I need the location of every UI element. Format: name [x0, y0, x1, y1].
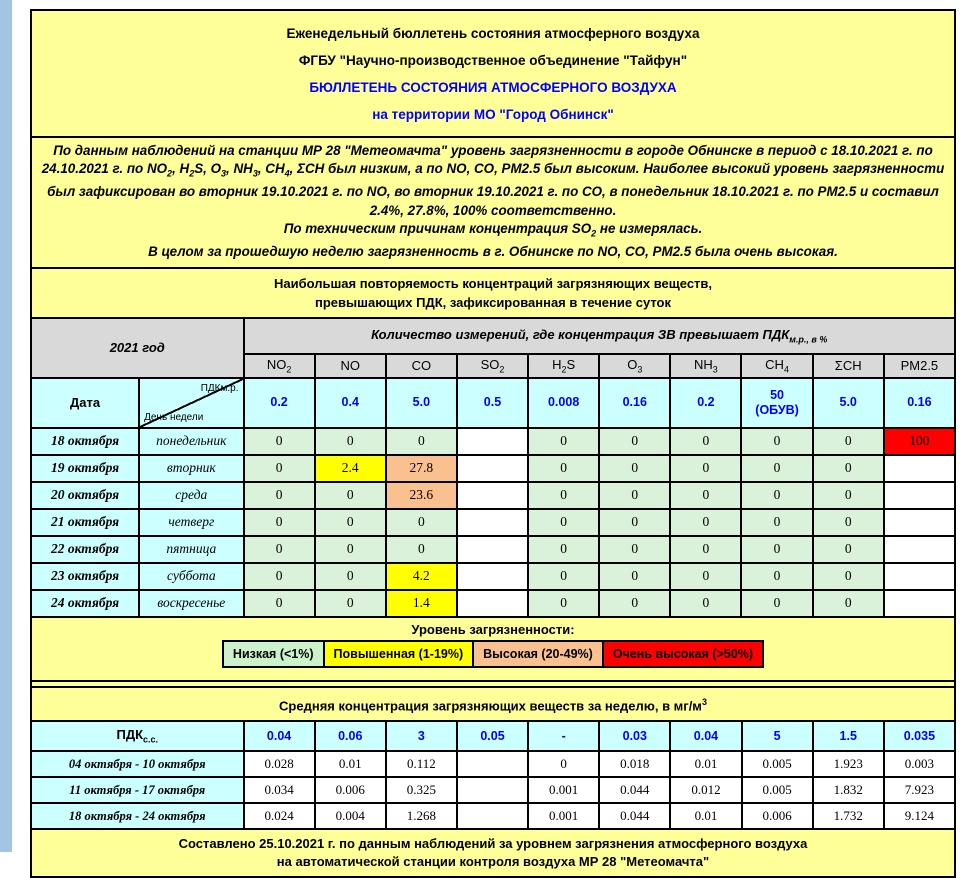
exceedance-value-cell: 0	[599, 509, 670, 536]
weekday-cell: воскресенье	[139, 590, 243, 617]
period-cell: 11 октября - 17 октября	[31, 777, 244, 803]
pollutant-column-header: ΣCH	[813, 354, 884, 378]
exceedance-value-cell: 0	[315, 536, 386, 563]
exceedance-value-cell: 0	[813, 455, 884, 482]
summary-text-main: По данным наблюдений на станции МР 28 "Метеомачта" уровень загрязненности в городе Обнинске в период с 18.10.2021 г. по 24.10.2021 г. по $NO_2$, $H_2S$, $O_3$, $NH_3$, $CH_4$, ΣCH был низким, а по NO, CO, PM2.5 был высоким. Наиболее высокий уровень загрязненности был зафиксирован во вторник 19.10.2021 г. по NO, во вторник 19.10.2021 г. по CO, в понедельник 18.10.2021 г. по PM2.5 и составил 2.4%, 27.8%, 100% соответственно.	[41, 143, 945, 218]
exceedance-value-cell: 0	[528, 590, 599, 617]
average-value-cell: 9.124	[884, 803, 955, 829]
table1-section-title	[30, 267, 956, 319]
exceedance-value-cell: 0	[813, 428, 884, 455]
pdk-ss-value-cell: 0.06	[315, 721, 386, 751]
header-line-bulletin-title: БЮЛЛЕТЕНЬ СОСТОЯНИЯ АТМОСФЕРНОГО ВОЗДУХА	[309, 80, 677, 95]
legend-row	[222, 640, 764, 668]
year-header-cell: 2021 год	[31, 318, 244, 378]
exceedance-value-cell	[457, 563, 528, 590]
table1-title-line2: превышающих ПДК, зафиксированная в течение суток	[315, 294, 671, 310]
exceedance-value-cell: 2.4	[315, 455, 386, 482]
exceedance-value-cell: 23.6	[386, 482, 457, 509]
average-value-cell: 0.006	[315, 777, 386, 803]
diag-label-weekday: День недели	[144, 411, 204, 423]
daily-row	[31, 455, 955, 482]
average-value-cell: 1.268	[386, 803, 457, 829]
exceedance-value-cell: 0	[386, 428, 457, 455]
average-value-cell	[457, 751, 528, 777]
pdk-ss-value-cell: 0.03	[599, 721, 670, 751]
footer-line1: Составлено 25.10.2021 г. по данным наблюдений за уровнем загрязнения атмосферного воздуха	[178, 836, 808, 852]
average-value-cell	[457, 777, 528, 803]
exceedance-value-cell	[457, 509, 528, 536]
weekday-cell: вторник	[139, 455, 243, 482]
average-value-cell	[457, 803, 528, 829]
footer-note	[30, 828, 956, 878]
exceedance-value-cell: 0	[315, 428, 386, 455]
weekday-cell: пятница	[139, 536, 243, 563]
pdk-mr-value-cell: 0.2	[670, 378, 741, 428]
daily-row	[31, 482, 955, 509]
average-value-cell: 0.001	[528, 777, 599, 803]
average-value-cell: 0.003	[884, 751, 955, 777]
summary-paragraph	[30, 136, 956, 269]
pdk-mr-value-cell: 5.0	[813, 378, 884, 428]
exceedance-value-cell	[884, 536, 955, 563]
exceedance-value-cell: 0	[599, 455, 670, 482]
average-concentration-table	[30, 720, 956, 830]
pdk-ss-value-cell: 0.04	[244, 721, 315, 751]
header-line-territory: на территории МО "Город Обнинск"	[372, 107, 614, 122]
average-value-cell: 0.024	[244, 803, 315, 829]
exceedance-value-cell: 0	[670, 536, 741, 563]
date-cell: 19 октября	[31, 455, 139, 482]
pollutant-column-header: NO	[315, 354, 386, 378]
exceedance-value-cell: 0	[670, 428, 741, 455]
exceedance-value-cell: 0	[244, 509, 315, 536]
exceedance-value-cell: 0	[315, 482, 386, 509]
exceedance-value-cell: 0	[244, 563, 315, 590]
pdk-mr-row	[31, 378, 955, 428]
exceedance-value-cell: 0	[528, 509, 599, 536]
exceedance-value-cell: 4.2	[386, 563, 457, 590]
average-value-cell: 1.923	[813, 751, 884, 777]
average-value-cell: 0.005	[742, 777, 813, 803]
table1-title-line1: Наибольшая повторяемость концентраций загрязняющих веществ,	[273, 275, 713, 291]
pdk-ss-value-cell: 1.5	[813, 721, 884, 751]
exceedance-value-cell	[884, 590, 955, 617]
exceedance-value-cell	[457, 536, 528, 563]
exceedance-value-cell: 0	[670, 590, 741, 617]
daily-row	[31, 590, 955, 617]
exceedance-value-cell: 0	[670, 509, 741, 536]
exceedance-value-cell: 0	[528, 428, 599, 455]
average-value-cell: 0.028	[244, 751, 315, 777]
exceedance-value-cell	[884, 482, 955, 509]
exceedance-value-cell: 0	[741, 428, 812, 455]
window-edge-strip	[0, 0, 12, 852]
pdk-ss-value-cell: -	[528, 721, 599, 751]
date-cell: 22 октября	[31, 536, 139, 563]
exceedance-value-cell: 0	[670, 455, 741, 482]
legend-item: Повышенная (1-19%)	[323, 640, 475, 668]
weekly-average-row	[31, 803, 955, 829]
period-cell: 04 октября - 10 октября	[31, 751, 244, 777]
average-table-body	[31, 751, 955, 829]
pollutant-column-header: $H_2S$	[528, 354, 599, 378]
exceedance-value-cell: 0	[244, 482, 315, 509]
exceedance-value-cell: 0	[315, 509, 386, 536]
exceedance-value-cell: 0	[741, 455, 812, 482]
daily-row	[31, 536, 955, 563]
exceedance-value-cell: 0	[813, 482, 884, 509]
exceedance-value-cell: 0	[528, 455, 599, 482]
exceedance-value-cell: 0	[244, 455, 315, 482]
daily-row	[31, 509, 955, 536]
average-value-cell: 7.923	[884, 777, 955, 803]
pollutant-column-header: $SO_2$	[457, 354, 528, 378]
exceedance-value-cell: 1.4	[386, 590, 457, 617]
pollutant-column-header: $NH_3$	[670, 354, 741, 378]
average-value-cell: 0.112	[386, 751, 457, 777]
pdk-ss-value-cell: 0.04	[670, 721, 741, 751]
average-value-cell: 0.001	[528, 803, 599, 829]
exceedance-value-cell: 27.8	[386, 455, 457, 482]
exceedance-value-cell: 0	[670, 563, 741, 590]
exceedance-value-cell: 0	[741, 590, 812, 617]
average-value-cell: 1.732	[813, 803, 884, 829]
exceedance-value-cell: 0	[386, 509, 457, 536]
average-value-cell: 0.005	[742, 751, 813, 777]
date-cell: 23 октября	[31, 563, 139, 590]
weekday-cell: суббота	[139, 563, 243, 590]
exceedance-value-cell: 0	[741, 563, 812, 590]
exceedance-value-cell: 0	[813, 536, 884, 563]
exceedance-value-cell	[884, 509, 955, 536]
exceedance-value-cell: 0	[386, 536, 457, 563]
pollutant-column-header: $CH_4$	[741, 354, 812, 378]
exceedance-value-cell	[884, 455, 955, 482]
pdk-mr-value-cell: 0.4	[315, 378, 386, 428]
exceedance-value-cell: 0	[813, 563, 884, 590]
exceedance-value-cell	[884, 563, 955, 590]
pollutant-column-header: $NO_2$	[244, 354, 315, 378]
exceedance-value-cell: 0	[599, 428, 670, 455]
exceedance-value-cell: 0	[528, 482, 599, 509]
exceedance-value-cell: 0	[599, 563, 670, 590]
legend-item: Высокая (20-49%)	[472, 640, 604, 668]
average-value-cell: 0.01	[670, 803, 741, 829]
date-cell: 20 октября	[31, 482, 139, 509]
average-value-cell: 0.018	[599, 751, 670, 777]
pdk-ss-value-cell: 0.035	[884, 721, 955, 751]
pollutant-column-header: CO	[386, 354, 457, 378]
legend-item: Очень высокая (>50%)	[602, 640, 764, 668]
header-line-org: ФГБУ "Научно-производственное объединение "Тайфун"	[298, 53, 688, 68]
pdk-ss-value-cell: 5	[742, 721, 813, 751]
weekday-cell: понедельник	[139, 428, 243, 455]
date-column-header: Дата	[31, 378, 139, 428]
exceedance-table	[30, 317, 956, 618]
average-value-cell: 0.034	[244, 777, 315, 803]
pdk-ss-value-cell: 0.05	[457, 721, 528, 751]
weekday-cell: четверг	[139, 509, 243, 536]
exceedance-value-cell: 0	[813, 590, 884, 617]
header-line-weekly: Еженедельный бюллетень состояния атмосферного воздуха	[286, 26, 700, 41]
pdk-mr-value-cell: 0.5	[457, 378, 528, 428]
date-cell: 24 октября	[31, 590, 139, 617]
exceedance-value-cell: 0	[244, 590, 315, 617]
exceedance-value-cell: 0	[599, 482, 670, 509]
exceedance-value-cell: 0	[244, 536, 315, 563]
exceedance-value-cell: 0	[813, 509, 884, 536]
bulletin-document	[30, 9, 956, 878]
daily-row	[31, 428, 955, 455]
average-value-cell: 0.012	[670, 777, 741, 803]
table2-section-title: Средняя концентрация загрязняющих веществ за неделю, в $мг/м^3$	[30, 686, 956, 722]
pdk-ss-value-cell: 3	[386, 721, 457, 751]
average-value-cell: 0	[528, 751, 599, 777]
pollutant-column-header: $O_3$	[599, 354, 670, 378]
pollution-level-legend	[30, 616, 956, 682]
exceedance-value-cell: 0	[599, 590, 670, 617]
pdk-ss-label-cell: $ПДК_{с.с.}$	[31, 721, 244, 751]
exceedance-value-cell: 0	[741, 482, 812, 509]
exceedance-value-cell: 0	[741, 509, 812, 536]
date-cell: 18 октября	[31, 428, 139, 455]
pdk-mr-value-cell: 50 (ОБУВ)	[741, 378, 812, 428]
footer-line2: на автоматической станции контроля воздуха МР 28 "Метеомачта"	[276, 854, 710, 870]
weekly-average-row	[31, 751, 955, 777]
pdk-mr-value-cell: 5.0	[386, 378, 457, 428]
exceedance-value-cell: 0	[315, 563, 386, 590]
legend-title: Уровень загрязненности:	[411, 621, 575, 637]
exceedance-value-cell	[457, 428, 528, 455]
weekday-cell: среда	[139, 482, 243, 509]
exceedance-value-cell: 0	[315, 590, 386, 617]
exceedance-table-body	[31, 428, 955, 617]
pdk-mr-value-cell: 0.16	[599, 378, 670, 428]
average-value-cell: 0.044	[599, 777, 670, 803]
pdk-mr-value-cell: 0.2	[244, 378, 315, 428]
diagonal-split-cell	[139, 378, 243, 428]
date-cell: 21 октября	[31, 509, 139, 536]
exceedance-value-cell	[457, 455, 528, 482]
legend-item: Низкая (<1%)	[222, 640, 325, 668]
exceedance-value-cell: 0	[670, 482, 741, 509]
exceedance-value-cell: 0	[528, 536, 599, 563]
average-value-cell: 0.004	[315, 803, 386, 829]
average-value-cell: 0.044	[599, 803, 670, 829]
pdk-mr-value-cell: 0.008	[528, 378, 599, 428]
exceedance-value-cell: 0	[244, 428, 315, 455]
exceedance-value-cell: 100	[884, 428, 955, 455]
exceedance-value-cell: 0	[741, 536, 812, 563]
pdk-mr-value-cell: 0.16	[884, 378, 955, 428]
average-value-cell: 0.01	[670, 751, 741, 777]
exceedance-value-cell: 0	[528, 563, 599, 590]
period-cell: 18 октября - 24 октября	[31, 803, 244, 829]
daily-row	[31, 563, 955, 590]
average-value-cell: 0.325	[386, 777, 457, 803]
average-value-cell: 0.006	[742, 803, 813, 829]
average-value-cell: 0.01	[315, 751, 386, 777]
diag-label-pdk: ПДКм.р.	[200, 382, 239, 394]
exceedance-value-cell	[457, 590, 528, 617]
pdk-ss-row	[31, 721, 955, 751]
measure-header-cell: Количество измерений, где концентрация ЗВ превышает $ПДК_{м.р., в \%}$	[244, 318, 956, 354]
weekly-average-row	[31, 777, 955, 803]
bulletin-header	[30, 9, 956, 138]
summary-text-so2: По техническим причинам концентрация $SO_2$ не измерялась.	[283, 221, 703, 239]
exceedance-value-cell	[457, 482, 528, 509]
average-value-cell: 1.832	[813, 777, 884, 803]
summary-text-overall: В целом за прошедшую неделю загрязненность в г. Обнинске по NO, CO, PM2.5 была очень высокая.	[148, 244, 838, 260]
exceedance-value-cell: 0	[599, 536, 670, 563]
pollutant-column-header: PM2.5	[884, 354, 955, 378]
